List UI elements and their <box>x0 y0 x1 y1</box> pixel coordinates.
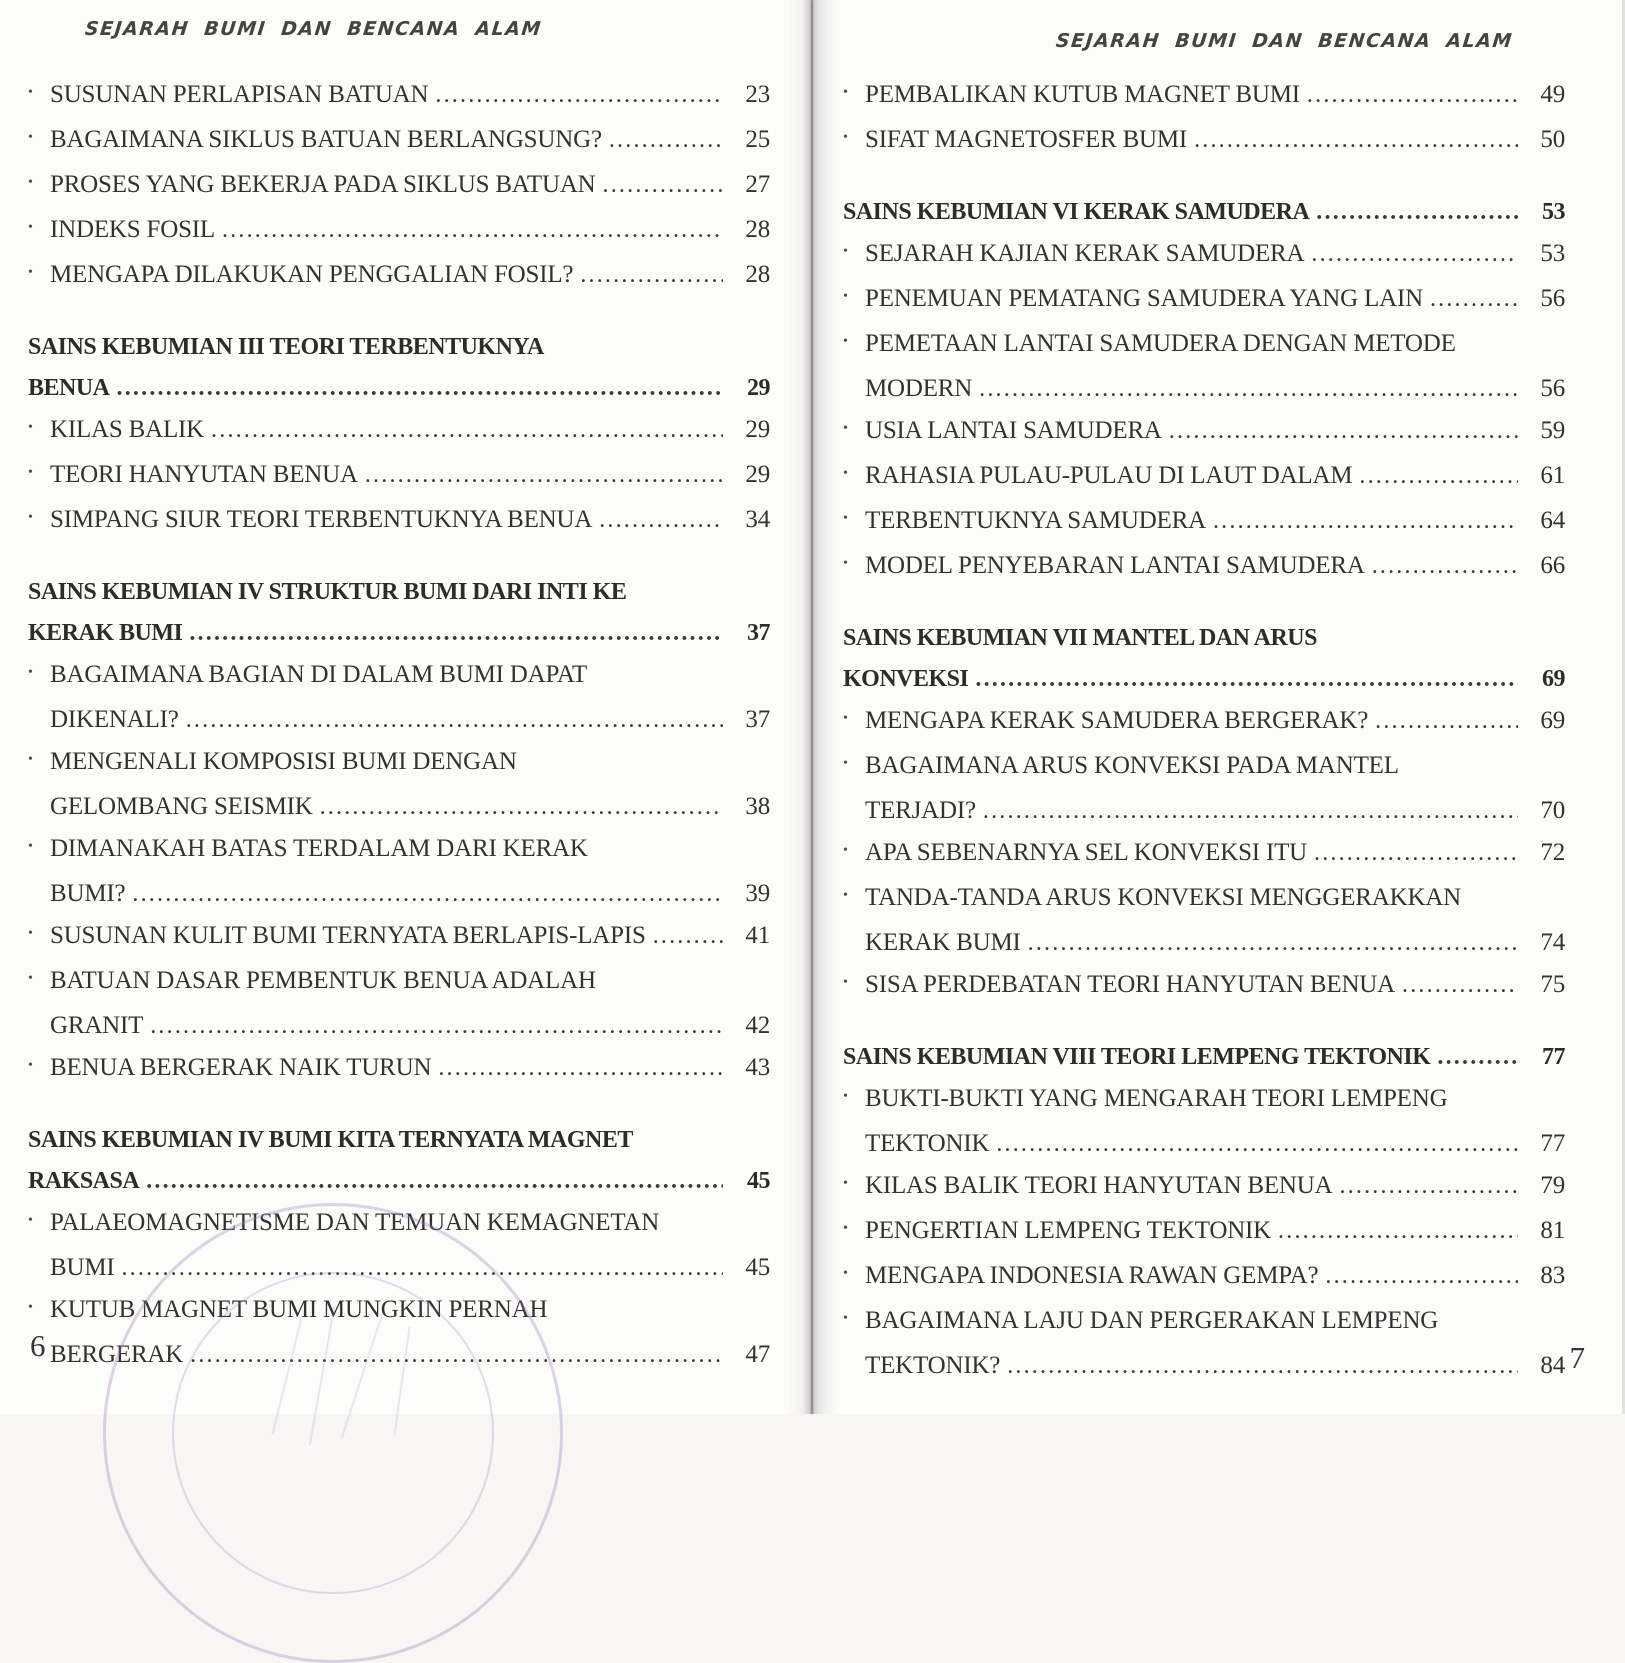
entry-title: SIMPANG SIUR TEORI TERBENTUKNYA BENUA <box>50 506 593 533</box>
dot-leader <box>435 74 723 116</box>
entry-page-number: 56 <box>1540 285 1565 312</box>
page-number-left: 6 <box>30 1328 46 1363</box>
bullet-icon: • <box>28 420 33 435</box>
entry-page-number: 27 <box>745 171 770 198</box>
entry-page-number: 56 <box>1540 375 1565 402</box>
dot-leader <box>146 1161 723 1202</box>
entry-title: PEMETAAN LANTAI SAMUDERA DENGAN METODE <box>865 330 1456 357</box>
entry-title: PROSES YANG BEKERJA PADA SIKLUS BATUAN <box>50 171 596 198</box>
toc-row-item <box>28 164 770 209</box>
bullet-icon: • <box>843 421 848 436</box>
entry-title: BAGAIMANA LAJU DAN PERGERAKAN LEMPENG <box>865 1307 1439 1334</box>
page-number-right: 7 <box>1569 1340 1585 1375</box>
entry-page-number: 74 <box>1540 929 1565 956</box>
toc-row-item <box>843 1165 1565 1210</box>
entry-page-number: 83 <box>1540 1262 1565 1289</box>
entry-title: SEJARAH KAJIAN KERAK SAMUDERA <box>865 240 1305 267</box>
dot-leader <box>1402 964 1518 1006</box>
toc-row-item <box>28 119 770 164</box>
entry-title: BAGAIMANA SIKLUS BATUAN BERLANGSUNG? <box>50 126 602 153</box>
toc-row-item <box>843 233 1565 278</box>
entry-title: KILAS BALIK TEORI HANYUTAN BENUA <box>865 1172 1333 1199</box>
toc-row-item <box>843 119 1565 164</box>
dot-leader <box>1325 1255 1518 1297</box>
entry-title: PENEMUAN PEMATANG SAMUDERA YANG LAIN <box>865 285 1423 312</box>
entry-page-number: 75 <box>1540 971 1565 998</box>
dot-leader <box>1372 545 1518 587</box>
entry-page-number: 23 <box>745 81 770 108</box>
entry-page-number: 29 <box>745 416 770 443</box>
entry-title: MENGAPA DILAKUKAN PENGGALIAN FOSIL? <box>50 261 574 288</box>
entry-page-number: 79 <box>1540 1172 1565 1199</box>
toc-row-item <box>28 915 770 960</box>
dot-leader <box>580 254 723 296</box>
toc-row-section_cont <box>843 659 1565 700</box>
bullet-icon: • <box>28 1058 33 1073</box>
entry-title: SAINS KEBUMIAN VI KERAK SAMUDERA <box>843 199 1310 225</box>
entry-title: SISA PERDEBATAN TEORI HANYUTAN BENUA <box>865 971 1396 998</box>
entry-title: TEKTONIK? <box>865 1352 1001 1379</box>
bullet-icon: • <box>843 511 848 526</box>
dot-leader <box>1194 119 1518 161</box>
dot-leader <box>653 915 723 957</box>
dot-leader <box>132 873 723 915</box>
dot-leader <box>222 209 723 251</box>
left-page <box>0 0 812 1414</box>
toc-row-section <box>28 1120 770 1161</box>
toc-row-item <box>843 278 1565 323</box>
dot-leader <box>365 454 723 496</box>
entry-title: MENGAPA INDONESIA RAWAN GEMPA? <box>865 1262 1319 1289</box>
entry-title: SUSUNAN PERLAPISAN BATUAN <box>50 81 429 108</box>
dot-leader <box>1311 233 1518 275</box>
dot-leader <box>979 368 1518 410</box>
dot-leader <box>599 499 723 541</box>
entry-title: KUTUB MAGNET BUMI MUNGKIN PERNAH <box>50 1296 548 1323</box>
entry-title: TERBENTUKNYA SAMUDERA <box>865 507 1206 534</box>
toc-row-item <box>843 700 1565 745</box>
entry-page-number: 34 <box>745 506 770 533</box>
running-header-right: SEJARAH BUMI DAN BENCANA ALAM <box>1054 30 1515 52</box>
toc-row-cont <box>843 790 1565 832</box>
toc-row-section <box>28 327 770 368</box>
toc-row-item <box>843 74 1565 119</box>
dot-leader <box>1213 500 1518 542</box>
bullet-icon: • <box>28 926 33 941</box>
entry-page-number: 28 <box>745 261 770 288</box>
entry-page-number: 45 <box>745 1254 770 1281</box>
bullet-icon: • <box>843 1176 848 1191</box>
entry-page-number: 38 <box>745 793 770 820</box>
toc-row-section_cont <box>28 613 770 654</box>
entry-title: INDEKS FOSIL <box>50 216 215 243</box>
bullet-icon: • <box>843 556 848 571</box>
bullet-icon: • <box>843 975 848 990</box>
dot-leader <box>438 1047 723 1089</box>
entry-page-number: 37 <box>747 620 770 646</box>
dot-leader <box>1359 455 1518 497</box>
dot-leader <box>975 659 1518 700</box>
entry-title: DIKENALI? <box>50 706 179 733</box>
toc-row-item <box>843 1078 1565 1123</box>
running-header-left: SEJARAH BUMI DAN BENCANA ALAM <box>83 18 544 40</box>
entry-title: BAGAIMANA ARUS KONVEKSI PADA MANTEL <box>865 752 1399 779</box>
dot-leader <box>1007 1345 1518 1387</box>
toc-row-cont <box>28 873 770 915</box>
bullet-icon: • <box>843 756 848 771</box>
bullet-icon: • <box>28 175 33 190</box>
dot-leader <box>320 786 723 828</box>
dot-leader <box>996 1123 1518 1165</box>
entry-page-number: 72 <box>1540 839 1565 866</box>
entry-page-number: 70 <box>1540 797 1565 824</box>
toc-row-cont <box>28 699 770 741</box>
bullet-icon: • <box>28 130 33 145</box>
entry-page-number: 42 <box>745 1012 770 1039</box>
dot-leader <box>1307 74 1518 116</box>
toc-row-item <box>843 410 1565 455</box>
entry-page-number: 84 <box>1540 1352 1565 1379</box>
dot-leader <box>211 409 723 451</box>
toc-row-item <box>28 1047 770 1092</box>
toc-row-item <box>28 74 770 119</box>
book-spine-line <box>811 0 813 1414</box>
toc-row-item <box>843 1300 1565 1345</box>
entry-title: BUKTI-BUKTI YANG MENGARAH TEORI LEMPENG <box>865 1085 1448 1112</box>
bullet-icon: • <box>843 888 848 903</box>
entry-title: GRANIT <box>50 1012 144 1039</box>
dot-leader <box>983 790 1518 832</box>
entry-title: SIFAT MAGNETOSFER BUMI <box>865 126 1188 153</box>
dot-leader <box>1314 832 1518 874</box>
bullet-icon: • <box>28 1213 33 1228</box>
dot-leader <box>189 613 723 654</box>
toc-row-item <box>843 745 1565 790</box>
entry-title: TEORI HANYUTAN BENUA <box>50 461 358 488</box>
entry-page-number: 61 <box>1540 462 1565 489</box>
entry-page-number: 29 <box>745 461 770 488</box>
bullet-icon: • <box>843 711 848 726</box>
toc-row-item <box>28 409 770 454</box>
entry-page-number: 28 <box>745 216 770 243</box>
library-stamp-inner-ring <box>172 1272 494 1594</box>
entry-title: KILAS BALIK <box>50 416 205 443</box>
entry-page-number: 39 <box>745 880 770 907</box>
entry-page-number: 53 <box>1542 199 1565 225</box>
toc-row-item <box>28 209 770 254</box>
entry-page-number: 59 <box>1540 417 1565 444</box>
bullet-icon: • <box>28 1300 33 1315</box>
entry-page-number: 77 <box>1540 1130 1565 1157</box>
bullet-icon: • <box>28 665 33 680</box>
entry-page-number: 53 <box>1540 240 1565 267</box>
bullet-icon: • <box>28 971 33 986</box>
entry-title: BUMI? <box>50 880 126 907</box>
toc-list-left <box>28 74 770 1376</box>
bullet-icon: • <box>843 1221 848 1236</box>
entry-page-number: 66 <box>1540 552 1565 579</box>
entry-page-number: 41 <box>745 922 770 949</box>
bullet-icon: • <box>843 1089 848 1104</box>
toc-row-section <box>843 1037 1565 1078</box>
toc-row-item <box>843 545 1565 590</box>
entry-title: RAHASIA PULAU-PULAU DI LAUT DALAM <box>865 462 1353 489</box>
entry-title: MODERN <box>865 375 973 402</box>
bullet-icon: • <box>843 85 848 100</box>
entry-title: APA SEBENARNYA SEL KONVEKSI ITU <box>865 839 1307 866</box>
bullet-icon: • <box>28 465 33 480</box>
entry-title: USIA LANTAI SAMUDERA <box>865 417 1162 444</box>
bullet-icon: • <box>843 334 848 349</box>
bullet-icon: • <box>28 85 33 100</box>
toc-row-cont <box>843 1123 1565 1165</box>
dot-leader <box>1430 278 1518 320</box>
toc-row-item <box>843 455 1565 500</box>
entry-title: BATUAN DASAR PEMBENTUK BENUA ADALAH <box>50 967 596 994</box>
entry-title: TEKTONIK <box>865 1130 990 1157</box>
toc-list-right <box>843 74 1565 1387</box>
toc-row-cont <box>843 922 1565 964</box>
entry-title: SUSUNAN KULIT BUMI TERNYATA BERLAPIS-LAPIS <box>50 922 646 949</box>
toc-row-item <box>843 1210 1565 1255</box>
entry-title: MENGENALI KOMPOSISI BUMI DENGAN <box>50 748 517 775</box>
toc-row-item <box>28 960 770 1005</box>
bullet-icon: • <box>28 265 33 280</box>
entry-title: SAINS KEBUMIAN IV STRUKTUR BUMI DARI INTI KE <box>28 579 627 605</box>
entry-title: TANDA-TANDA ARUS KONVEKSI MENGGERAKKAN <box>865 884 1462 911</box>
entry-title: PENGERTIAN LEMPENG TEKTONIK <box>865 1217 1272 1244</box>
toc-row-item <box>28 454 770 499</box>
dot-leader <box>1340 1165 1519 1207</box>
entry-page-number: 69 <box>1542 666 1565 692</box>
dot-leader <box>186 699 723 741</box>
bullet-icon: • <box>28 752 33 767</box>
entry-title: RAKSASA <box>28 1168 140 1194</box>
entry-title: BERGERAK <box>50 1341 184 1368</box>
entry-page-number: 50 <box>1540 126 1565 153</box>
library-stamp <box>103 1203 563 1663</box>
toc-row-section <box>843 192 1565 233</box>
right-page <box>813 0 1625 1414</box>
bullet-icon: • <box>843 843 848 858</box>
entry-title: KERAK BUMI <box>28 620 183 646</box>
toc-row-cont <box>843 368 1565 410</box>
toc-row-section_cont <box>28 368 770 409</box>
bullet-icon: • <box>843 1311 848 1326</box>
dot-leader <box>1278 1210 1518 1252</box>
bullet-icon: • <box>843 289 848 304</box>
bullet-icon: • <box>843 466 848 481</box>
bullet-icon: • <box>843 1266 848 1281</box>
entry-title: KERAK BUMI <box>865 929 1021 956</box>
entry-title: TERJADI? <box>865 797 976 824</box>
dot-leader <box>1316 192 1518 233</box>
toc-row-item <box>843 323 1565 368</box>
entry-page-number: 43 <box>745 1054 770 1081</box>
dot-leader <box>1028 922 1518 964</box>
entry-title: MENGAPA KERAK SAMUDERA BERGERAK? <box>865 707 1369 734</box>
toc-row-section <box>843 618 1565 659</box>
entry-title: SAINS KEBUMIAN VIII TEORI LEMPENG TEKTONIK <box>843 1044 1431 1070</box>
entry-title: BENUA <box>28 375 110 401</box>
bullet-icon: • <box>28 510 33 525</box>
toc-row-section_cont <box>28 1161 770 1202</box>
dot-leader <box>117 368 723 409</box>
toc-row-item <box>843 1255 1565 1300</box>
toc-row-section <box>28 572 770 613</box>
entry-page-number: 81 <box>1540 1217 1565 1244</box>
bullet-icon: • <box>843 244 848 259</box>
toc-row-cont <box>28 786 770 828</box>
toc-row-item <box>843 832 1565 877</box>
entry-page-number: 69 <box>1540 707 1565 734</box>
toc-row-item <box>28 654 770 699</box>
entry-title: DIMANAKAH BATAS TERDALAM DARI KERAK <box>50 835 588 862</box>
dot-leader <box>1375 700 1518 742</box>
entry-page-number: 45 <box>747 1168 770 1194</box>
entry-title: SAINS KEBUMIAN VII MANTEL DAN ARUS <box>843 625 1317 651</box>
entry-title: SAINS KEBUMIAN III TEORI TERBENTUKNYA <box>28 334 544 360</box>
toc-row-cont <box>843 1345 1565 1387</box>
entry-title: SAINS KEBUMIAN IV BUMI KITA TERNYATA MAGNET <box>28 1127 633 1153</box>
entry-title: BUMI <box>50 1254 115 1281</box>
entry-page-number: 64 <box>1540 507 1565 534</box>
dot-leader <box>1437 1037 1518 1078</box>
dot-leader <box>1169 410 1518 452</box>
entry-title: BAGAIMANA BAGIAN DI DALAM BUMI DAPAT <box>50 661 588 688</box>
dot-leader <box>603 164 723 206</box>
entry-page-number: 47 <box>745 1341 770 1368</box>
entry-title: PALAEOMAGNETISME DAN TEMUAN KEMAGNETAN <box>50 1209 660 1236</box>
toc-row-item <box>28 499 770 544</box>
entry-title: GELOMBANG SEISMIK <box>50 793 313 820</box>
toc-row-item <box>843 500 1565 545</box>
book-spine-shadow <box>788 0 838 1414</box>
toc-row-item <box>28 828 770 873</box>
entry-page-number: 25 <box>745 126 770 153</box>
dot-leader <box>609 119 723 161</box>
dot-leader <box>150 1005 723 1047</box>
entry-page-number: 77 <box>1542 1044 1565 1070</box>
bullet-icon: • <box>28 220 33 235</box>
entry-page-number: 37 <box>745 706 770 733</box>
entry-title: BENUA BERGERAK NAIK TURUN <box>50 1054 432 1081</box>
entry-title: MODEL PENYEBARAN LANTAI SAMUDERA <box>865 552 1365 579</box>
toc-row-item <box>28 741 770 786</box>
entry-page-number: 49 <box>1540 81 1565 108</box>
toc-row-item <box>28 254 770 299</box>
bullet-icon: • <box>28 839 33 854</box>
entry-title: PEMBALIKAN KUTUB MAGNET BUMI <box>865 81 1300 108</box>
entry-title: KONVEKSI <box>843 666 969 692</box>
entry-page-number: 29 <box>747 375 770 401</box>
toc-row-item <box>843 877 1565 922</box>
toc-row-cont <box>28 1005 770 1047</box>
toc-row-item <box>843 964 1565 1009</box>
bullet-icon: • <box>843 130 848 145</box>
